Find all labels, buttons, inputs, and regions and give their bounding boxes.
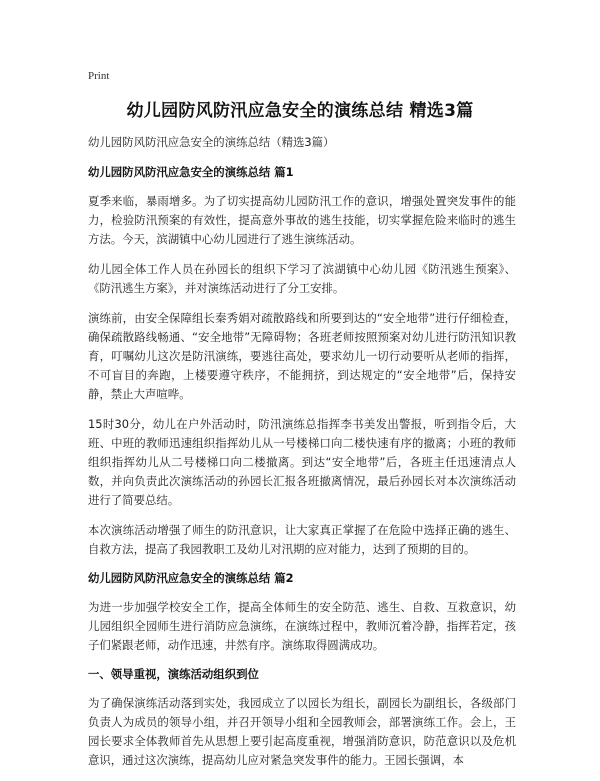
section-heading-3: 一、领导重视，演练活动组织到位 xyxy=(88,667,259,681)
paragraph: 幼儿园全体工作人员在孙园长的组织下学习了滨湖镇中心幼儿园《防汛逃生预案》、《防汛逃生方案》，并对演练活动进行了分工安排。 xyxy=(88,262,516,295)
paragraph: 15时30分，幼儿在户外活动时，防汛演练总指挥李书美发出警报，听到指令后，大班、中班的教师迅速组织指挥幼儿从一号楼梯口向二楼快速有序的撤离；小班的教师组织指挥幼儿从二号楼梯口向二楼撤离。到达“安全地带”后，各班主任迅速清点人数，并向负责此次演练活动的孙园长汇报各班撤离情况，最后孙园长对本次演练活动进行了简要总结。 xyxy=(88,417,516,507)
paragraph: 为进一步加强学校安全工作，提高全体师生的安全防范、逃生、自救、互救意识，幼儿园组织全园师生进行消防应急演练，在演练过程中，教师沉着冷静，指挥若定，孩子们紧跟老师，动作迅速，井然有序。演练取得圆满成功。 xyxy=(88,600,516,652)
page-title: 幼儿园防风防汛应急安全的演练总结 精选3篇 xyxy=(126,101,474,121)
section-heading-1: 幼儿园防风防汛应急安全的演练总结 篇1 xyxy=(88,165,294,179)
paragraph: 夏季来临，暴雨增多。为了切实提高幼儿园防汛工作的意识，增强处置突发事件的能力，检验防汛预案的有效性，提高意外事故的逃生技能，切实掌握危险来临时的逃生方法。今天，滨湖镇中心幼儿园进行了逃生演练活动。 xyxy=(88,194,516,246)
paragraph: 演练前，由安全保障组长秦秀娟对疏散路线和所要到达的“安全地带”进行仔细检查，确保疏散路线畅通、“安全地带”无障碍物；各班老师按照预案对幼儿进行防汛知识教育，叮嘱幼儿这次是防汛演练，要逃往高处，要求幼儿一切行动要听从老师的指挥，不可盲目的奔跑，上楼要遵守秩序，不能拥挤，到达规定的“安全地带”后，保持安静，禁止大声喧哗。 xyxy=(88,311,516,401)
section-heading-2: 幼儿园防风防汛应急安全的演练总结 篇2 xyxy=(88,571,294,585)
document-subtitle: 幼儿园防风防汛应急安全的演练总结（精选3篇） xyxy=(88,135,335,149)
paragraph: 为了确保演练活动落到实处，我园成立了以园长为组长，副园长为副组长，各级部门负责人为成员的领导小组，并召开领导小组和全园教师会，部署演练工作。会上，王园长要求全体教师首先从思想上要引起高度重视，增强消防意识，防范意识以及危机意识，通过这次演练，提高幼儿应对紧急突发事件的能力。王园长强调，本 xyxy=(88,696,516,767)
paragraph: 本次演练活动增强了师生的防汛意识，让大家真正掌握了在危险中选择正确的逃生、自救方法，提高了我园教职工及幼儿对汛期的应对能力，达到了预期的目的。 xyxy=(88,523,516,556)
document-body xyxy=(88,134,516,781)
print-label: Print xyxy=(88,70,110,82)
